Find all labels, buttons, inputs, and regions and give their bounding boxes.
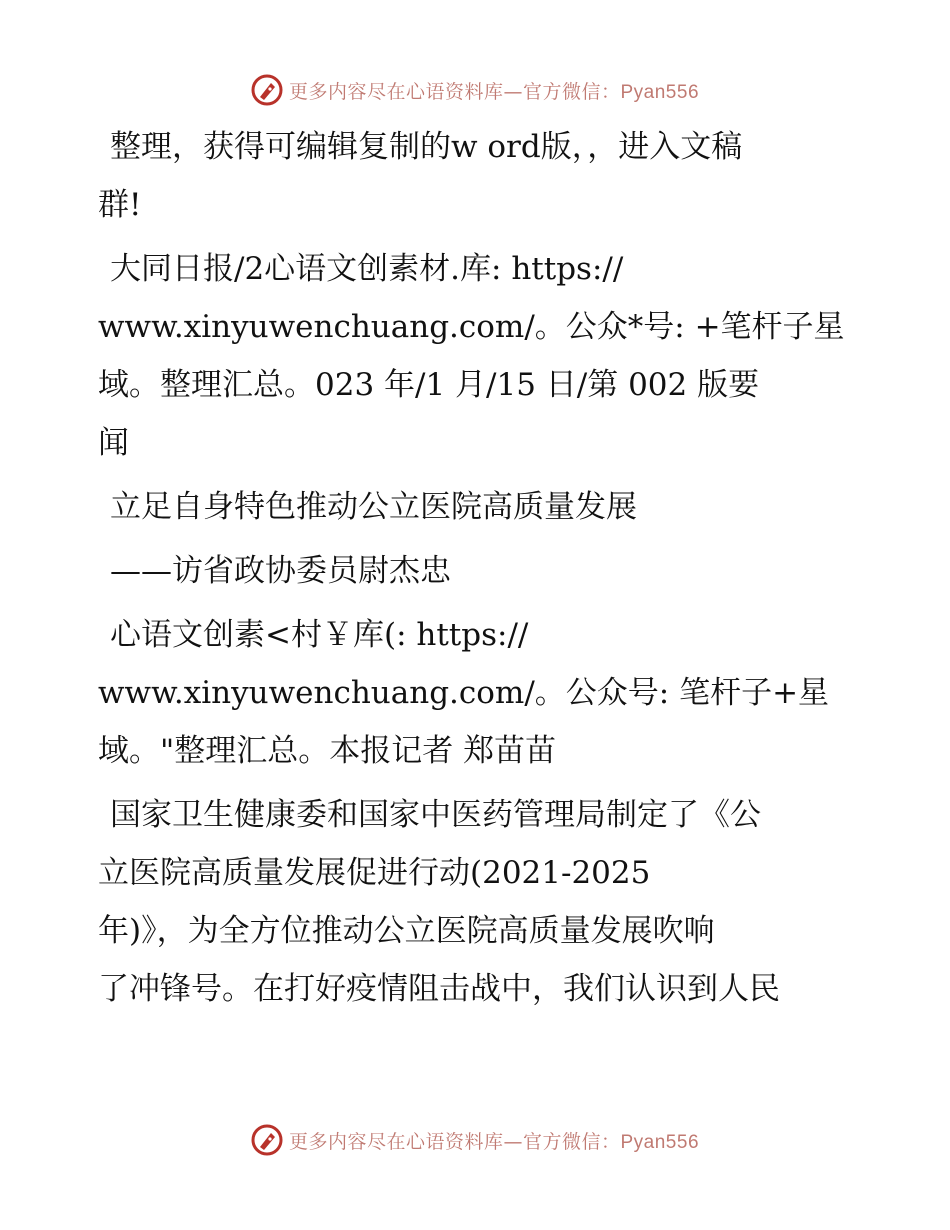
banner-text: 更多内容尽在心语资料库—官方微信：Pyan556 [288, 1130, 700, 1153]
text-line: 域。整理汇总。023 年/1 月/15 日/第 002 版要 [98, 367, 760, 403]
paragraph [98, 606, 858, 780]
text-line: ——访省政协委员尉杰忠 [110, 553, 451, 589]
text-line: 群! [98, 187, 142, 223]
text-line: 国家卫生健康委和国家中医药管理局制定了《公 [110, 797, 761, 833]
text-line: 立足自身特色推动公立医院高质量发展 [110, 489, 637, 525]
text-line: 了冲锋号。在打好疫情阻击战中，我们认识到人民 [98, 971, 780, 1007]
header-banner [0, 70, 950, 110]
text-line: www.xinyuwenchuang.com/。公众号: 笔杆子+星 [98, 675, 830, 711]
pen-nib-logo-icon [251, 1124, 283, 1156]
paragraph [98, 240, 858, 472]
pen-nib-logo-icon [251, 74, 283, 106]
wechat-id: Pyan556 [620, 1131, 700, 1153]
text-line: 域。"整理汇总。本报记者 郑苗苗 [98, 733, 557, 769]
text-line: 年)》，为全方位推动公立医院高质量发展吹响 [98, 913, 715, 949]
paragraph [98, 118, 858, 234]
wechat-id: Pyan556 [620, 81, 700, 103]
footer-banner [0, 1120, 950, 1160]
article-title [98, 478, 858, 536]
text-line: 整理，获得可编辑复制的w ord版，，进入文稿 [110, 129, 743, 165]
document-body [98, 118, 858, 1024]
banner-text: 更多内容尽在心语资料库—官方微信：Pyan556 [288, 80, 700, 103]
text-line: 心语文创素<村￥库(: https:// [110, 617, 529, 653]
text-line: 立医院高质量发展促进行动(2021-2025 [98, 855, 651, 891]
paragraph [98, 786, 858, 1018]
text-line: 闻 [98, 425, 129, 461]
article-subtitle [98, 542, 858, 600]
text-line: www.xinyuwenchuang.com/。公众*号: +笔杆子星 [98, 309, 845, 345]
text-line: 大同日报/2心语文创素材.库: https:// [110, 251, 624, 287]
